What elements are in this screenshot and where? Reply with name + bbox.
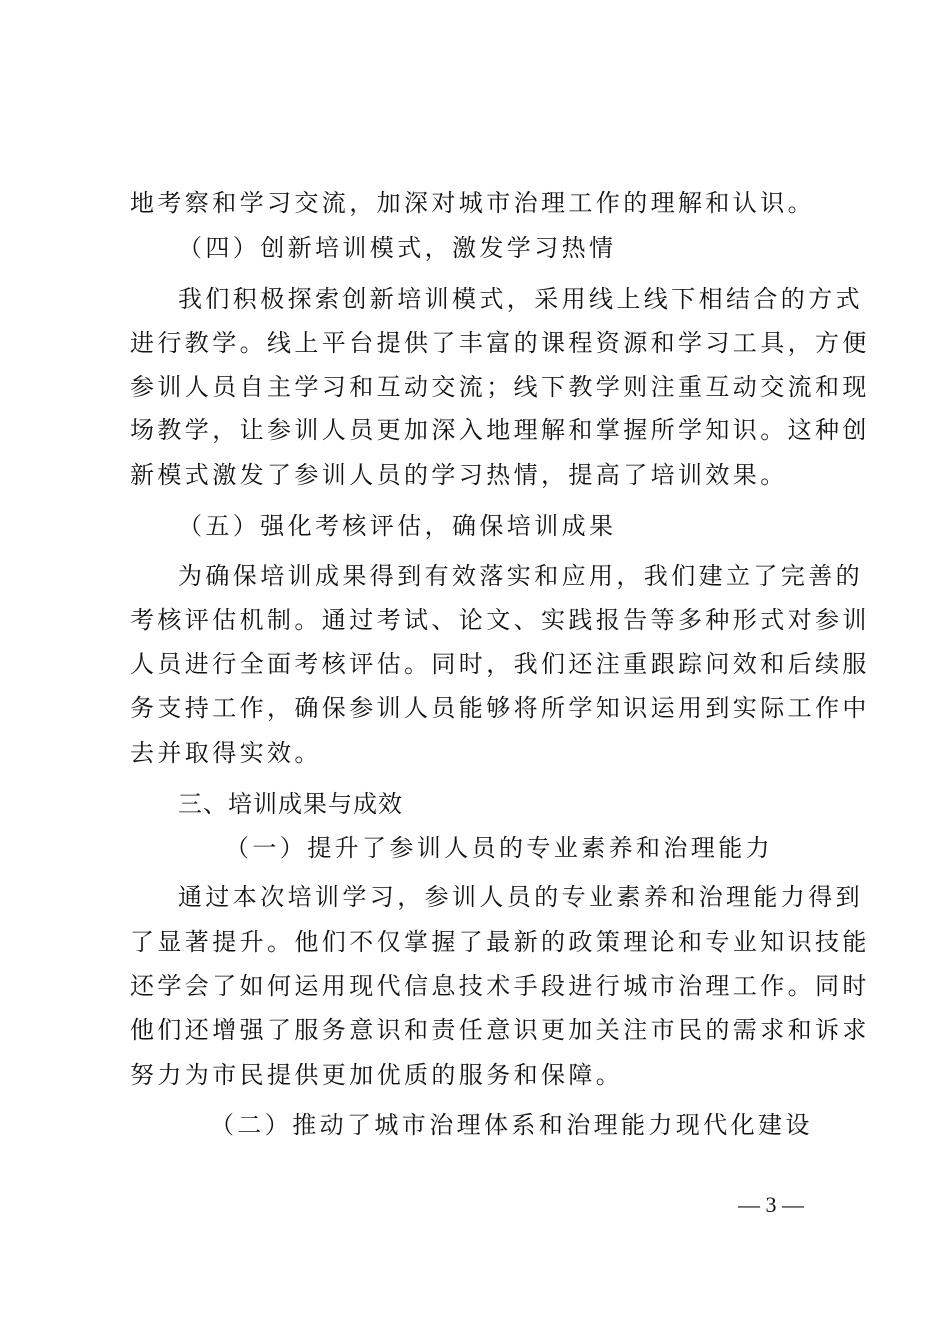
text-line-1: 地考察和学习交流，加深对城市治理工作的理解和认识。 [130, 189, 815, 217]
text-line-19: 他们还增强了服务意识和责任意识更加关注市民的需求和诉求 [130, 1016, 870, 1044]
text-line-10: 考核评估机制。通过考试、论文、实践报告等多种形式对参训 [130, 606, 870, 634]
text-line-18: 还学会了如何运用现代信息技术手段进行城市治理工作。同时 [130, 972, 870, 1000]
text-line-5: 参训人员自主学习和互动交流；线下教学则注重互动交流和现 [130, 373, 870, 401]
text-line-9: 为确保培训成果得到有效落实和应用，我们建立了完善的 [178, 562, 863, 590]
page-number: — 3 — [738, 1192, 804, 1217]
text-line-16: 通过本次培训学习，参训人员的专业素养和治理能力得到 [178, 883, 863, 911]
section-heading-three: 三、培训成果与成效 [178, 790, 403, 818]
text-line-4: 进行教学。线上平台提供了丰富的课程资源和学习工具，方便 [130, 329, 870, 357]
text-line-6: 场教学，让参训人员更加深入地理解和掌握所学知识。这种创 [130, 416, 870, 444]
text-line-20: 努力为市民提供更加优质的服务和保障。 [130, 1061, 624, 1089]
text-line-17: 了显著提升。他们不仅掌握了最新的政策理论和专业知识技能 [130, 928, 870, 956]
text-line-7: 新模式激发了参训人员的学习热情，提高了培训效果。 [130, 461, 788, 489]
text-line-3: 我们积极探索创新培训模式，采用线上线下相结合的方式 [178, 285, 863, 313]
subheading-one: （一）提升了参训人员的专业素养和治理能力 [225, 834, 773, 862]
subheading-five: （五）强化考核评估，确保培训成果 [178, 512, 617, 540]
text-line-13: 去并取得实效。 [130, 739, 322, 767]
text-line-12: 务支持工作，确保参训人员能够将所学知识运用到实际工作中 [130, 694, 870, 722]
subheading-four: （四）创新培训模式，激发学习热情 [178, 234, 617, 262]
subheading-two: （二）推动了城市治理体系和治理能力现代化建设 [210, 1111, 813, 1139]
text-line-11: 人员进行全面考核评估。同时，我们还注重跟踪问效和后续服 [130, 650, 870, 678]
